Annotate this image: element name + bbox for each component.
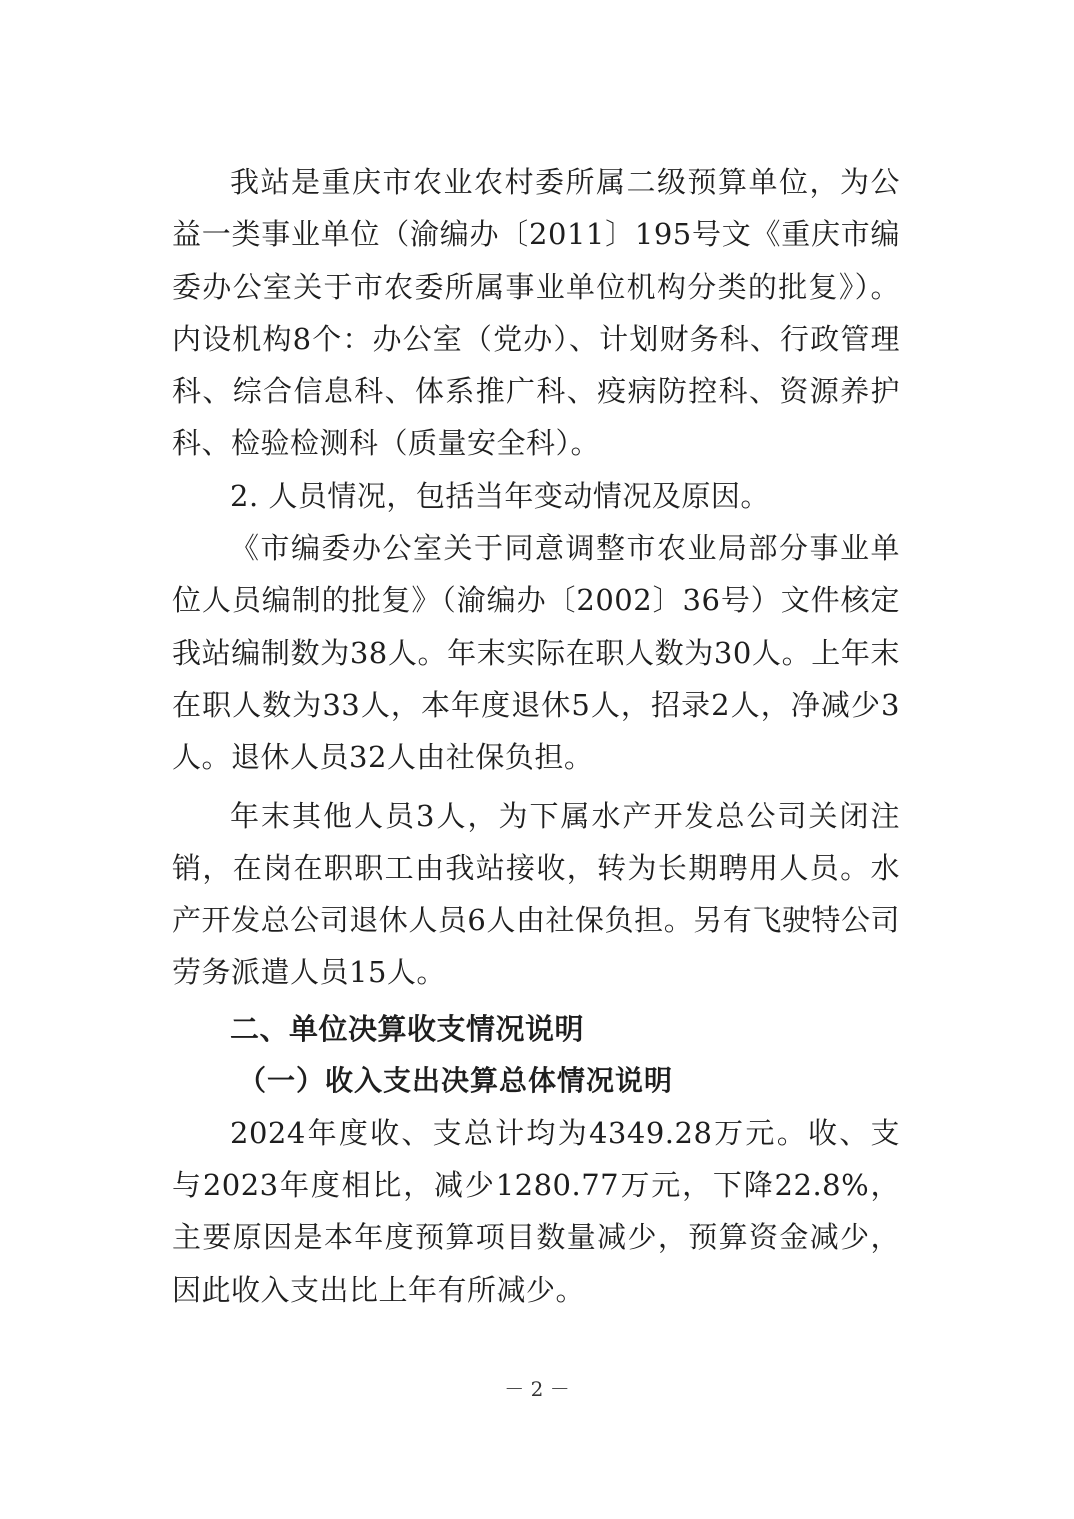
paragraph-unit-overview: 我站是重庆市农业农村委所属二级预算单位，为公益一类事业单位（渝编办〔2011〕195号文《重庆市编委办公室关于市农委所属事业单位机构分类的批复》）。内设机构8个：办公室（党办）、计划财务科、行政管理科、综合信息科、体系推广科、疫病防控科、资源养护科、检验检测科（质量安全科）。 bbox=[172, 165, 900, 461]
subsection-heading: （一）收入支出决算总体情况说明 bbox=[238, 1063, 674, 1097]
paragraph-income-expenditure: 2024年度收、支总计均为4349.28万元。收、支与2023年度相比，减少1280.77万元，下降22.8%，主要原因是本年度预算项目数量减少，预算资金减少，因此收入支出比上年有所减少。 bbox=[172, 1115, 900, 1307]
paragraph-staff-heading: 2. 人员情况，包括当年变动情况及原因。 bbox=[230, 478, 770, 513]
paragraph-staff-details: 《市编委办公室关于同意调整市农业局部分事业单位人员编制的批复》（渝编办〔2002〕36号）文件核定我站编制数为38人。年末实际在职人数为30人。上年末在职人数为33人，本年度退休5人，招录2人，净减少3人。退休人员32人由社保负担。 bbox=[172, 531, 900, 775]
section-heading: 二、单位决算收支情况说明 bbox=[230, 1011, 585, 1046]
page-number: － 2 － bbox=[504, 1377, 570, 1401]
paragraph-other-staff: 年末其他人员3人，为下属水产开发总公司关闭注销，在岗在职职工由我站接收，转为长期聘用人员。水产开发总公司退休人员6人由社保负担。另有飞驶特公司劳务派遣人员15人。 bbox=[172, 798, 900, 990]
document-body bbox=[172, 156, 900, 1316]
